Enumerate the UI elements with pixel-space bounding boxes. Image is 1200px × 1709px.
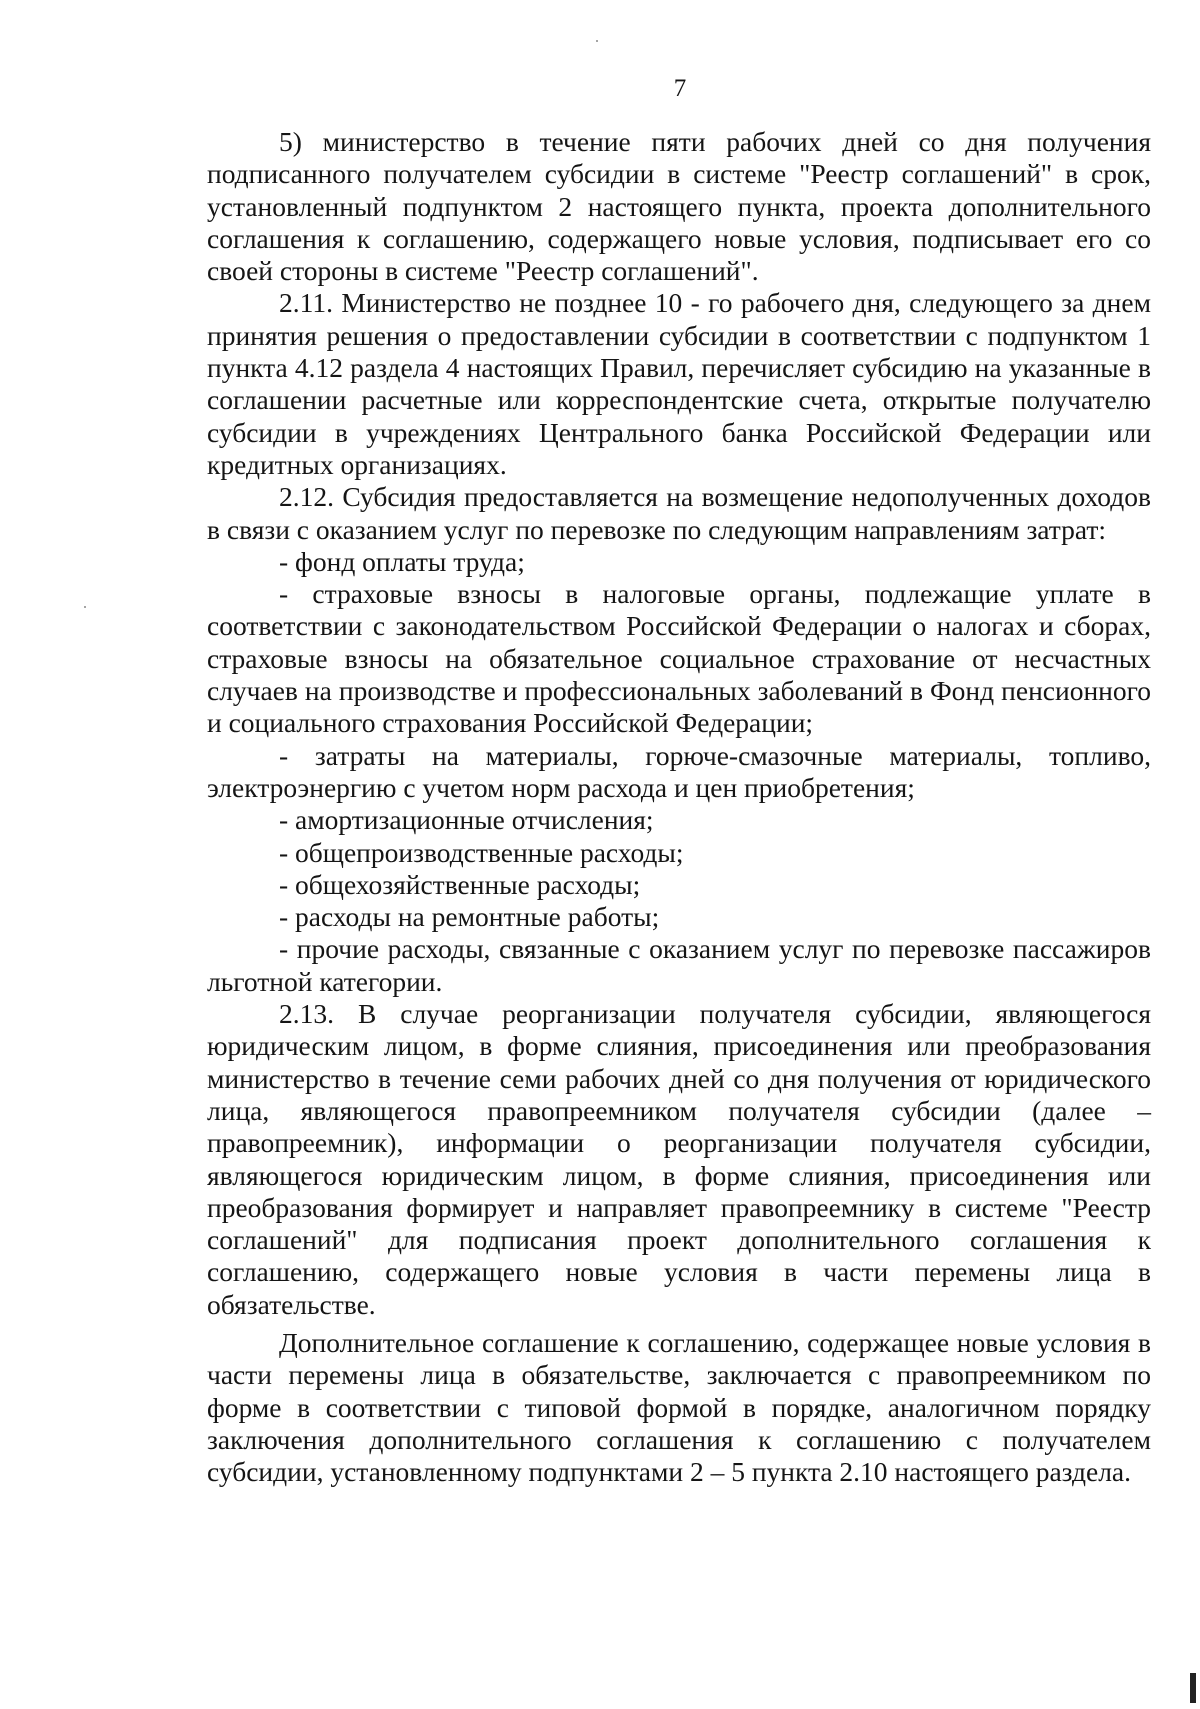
paragraph-2-13: 2.13. В случае реорганизации получателя субсидии, являющегося юридическим лицом, в форме слияния, присоединения или преобразования министерство в течение семи рабочих дней со дня получения от юридического лица, являющегося правопреемником получателя субсидии (далее – правопреемник), информации о реорганизации получателя субсидии, являющегося юридическим лицом, в форме слияния, присоединения или преобразования формирует и направляет правопреемнику в системе "Реестр соглашений" для подписания проект дополнительного соглашения к соглашению, содержащего новые условия в части перемены лица в обязательстве. xyxy=(207,998,1151,1320)
list-item-production-overhead: - общепроизводственные расходы; xyxy=(279,836,684,868)
paragraph-2-12: 2.12. Субсидия предоставляется на возмещение недополученных доходов в связи с оказанием услуг по перевозке по следующим направлениям затрат: xyxy=(207,481,1151,545)
list-item-other: - прочие расходы, связанные с оказанием услуг по перевозке пассажиров льготной категории. xyxy=(207,933,1151,997)
list-item-insurance: - страховые взносы в налоговые органы, подлежащие уплате в соответствии с законодательством Российской Федерации о налогах и сборах, страховые взносы на обязательное социальное страхование от несчастных случаев на производстве и профессиональных заболеваний в Фонд пенсионного и социального страхования Российской Федерации; xyxy=(207,578,1151,739)
list-item-repairs: - расходы на ремонтные работы; xyxy=(279,901,660,933)
page-number: 7 xyxy=(673,75,687,102)
scan-speck xyxy=(596,40,598,42)
scan-speck xyxy=(84,606,86,608)
document-body xyxy=(207,126,1151,1488)
paragraph-2-11: 2.11. Министерство не позднее 10 - го рабочего дня, следующего за днем принятия решения о предоставлении субсидии в соответствии с подпунктом 1 пункта 4.12 раздела 4 настоящих Правил, перечисляет субсидию на указанные в соглашении расчетные или корреспондентские счета, открытые получателю субсидии в учреждениях Центрального банка Российской Федерации или кредитных организациях. xyxy=(207,287,1151,480)
list-item-depreciation: - амортизационные отчисления; xyxy=(279,804,654,836)
paragraph-item-5: 5) министерство в течение пяти рабочих дней со дня получения подписанного получателем субсидии в системе "Реестр соглашений" в срок, установленный подпунктом 2 настоящего пункта, проекта дополнительного соглашения к соглашению, содержащего новые условия, подписывает его со своей стороны в системе "Реестр соглашений". xyxy=(207,126,1151,287)
list-item-materials: - затраты на материалы, горюче-смазочные материалы, топливо, электроэнергию с учетом норм расхода и цен приобретения; xyxy=(207,739,1151,803)
scan-edge-mark xyxy=(1190,1673,1196,1703)
list-item-payroll: - фонд оплаты труда; xyxy=(279,545,525,577)
paragraph-additional-agreement: Дополнительное соглашение к соглашению, содержащее новые условия в части перемены лица в обязательстве, заключается с правопреемником по форме в соответствии с типовой формой в порядке, аналогичном порядку заключения дополнительного соглашения к соглашению с получателем субсидии, установленному подпунктами 2 – 5 пункта 2.10 настоящего раздела. xyxy=(207,1326,1151,1488)
list-item-general-overhead: - общехозяйственные расходы; xyxy=(279,868,641,900)
